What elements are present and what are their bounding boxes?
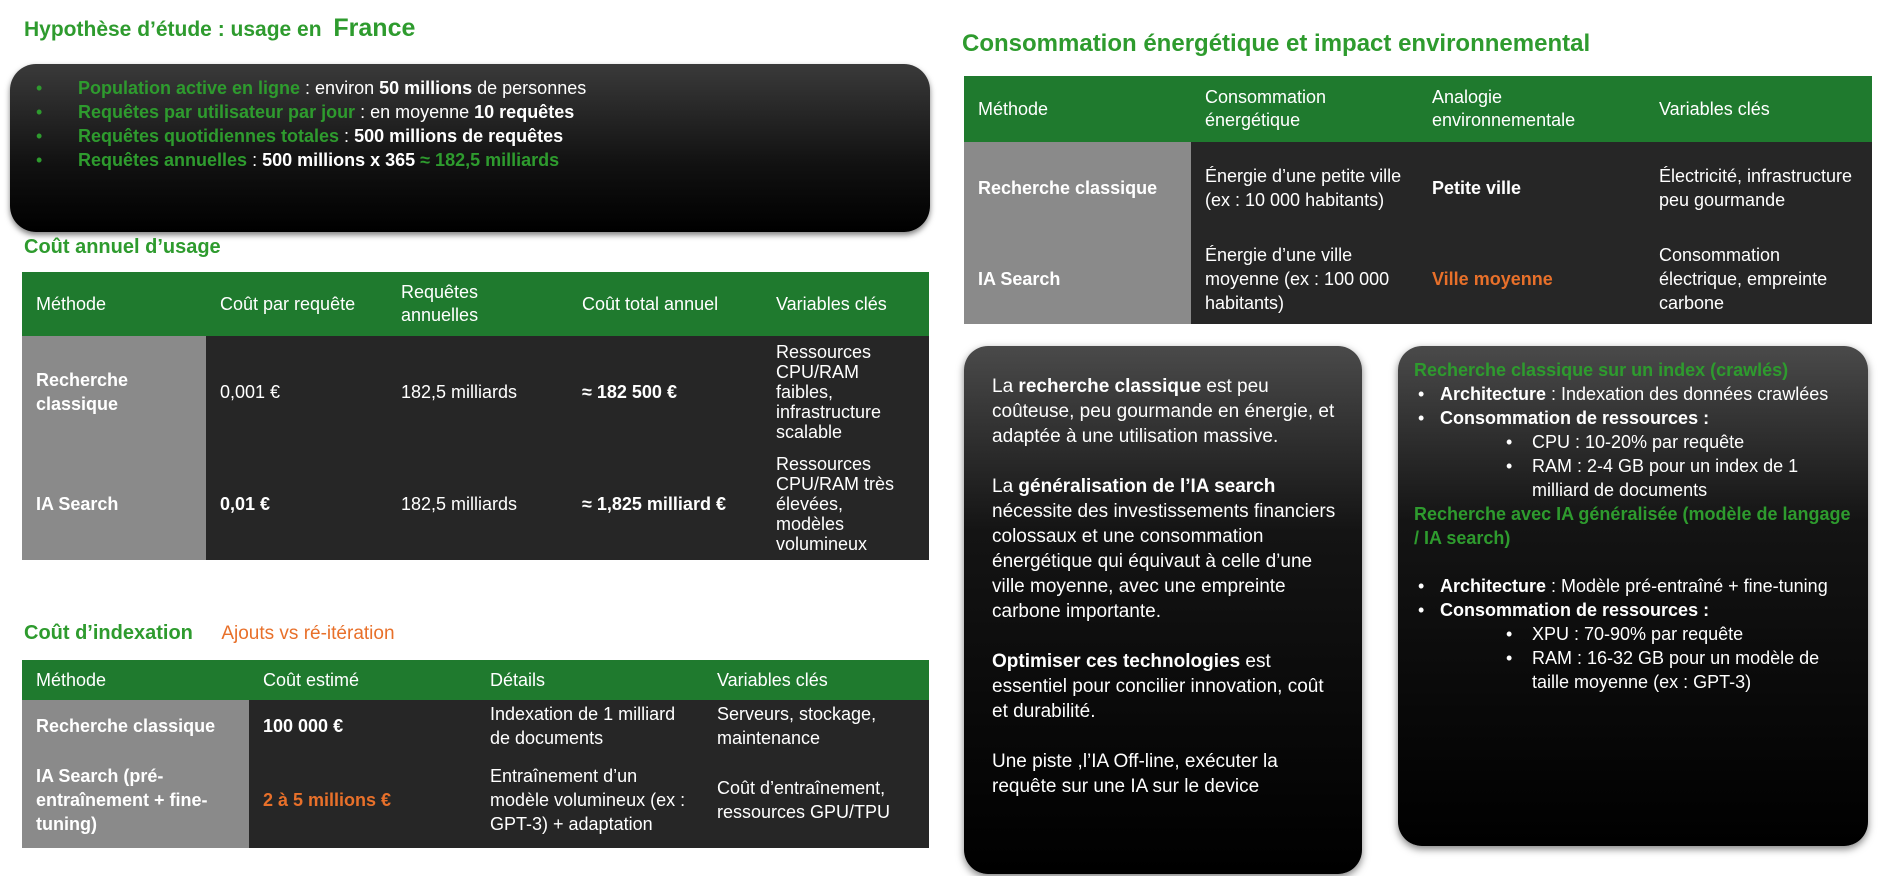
table-cell: Recherche classique xyxy=(22,700,249,752)
column-header: Coût total annuel xyxy=(568,272,762,336)
summary-box xyxy=(964,346,1362,874)
column-header: Analogie environnementale xyxy=(1418,76,1645,142)
classic-resources-title: Recherche classique sur un index (crawlés) xyxy=(1414,360,1789,380)
hypothesis-box xyxy=(10,64,930,232)
table-cell: Consommation électrique, empreinte carbone xyxy=(1645,234,1872,324)
column-header: Variables clés xyxy=(1645,76,1872,142)
table-row xyxy=(964,142,1872,234)
usage-cost-table xyxy=(22,272,929,560)
column-header: Requêtes annuelles xyxy=(387,272,568,336)
table-cell: IA Search xyxy=(22,448,206,560)
ai-architecture: • Architecture : Modèle pré-entraîné + fine-tuning xyxy=(1414,574,1854,598)
table-cell: 182,5 milliards xyxy=(387,448,568,560)
table-cell: Indexation de 1 milliard de documents xyxy=(476,700,703,752)
table-cell: Petite ville xyxy=(1418,142,1645,234)
hypothesis-item: • Requêtes quotidiennes totales : 500 millions de requêtes xyxy=(36,124,930,148)
column-header: Variables clés xyxy=(762,272,929,336)
table-cell: Énergie d’une ville moyenne (ex : 100 000 habitants) xyxy=(1191,234,1418,324)
table-cell: IA Search xyxy=(964,234,1191,324)
energy-table xyxy=(964,76,1872,324)
column-header: Variables clés xyxy=(703,660,929,700)
table-cell: Coût d’entraînement, ressources GPU/TPU xyxy=(703,752,929,848)
classic-architecture: • Architecture : Indexation des données crawlées xyxy=(1414,382,1854,406)
classic-ram: • RAM : 2-4 GB pour un index de 1 milliard de documents xyxy=(1414,454,1854,502)
table-cell: 0,01 € xyxy=(206,448,387,560)
column-header: Coût estimé xyxy=(249,660,476,700)
resources-box xyxy=(1398,346,1868,846)
table-row xyxy=(22,448,929,560)
column-header: Coût par requête xyxy=(206,272,387,336)
column-header: Méthode xyxy=(22,660,249,700)
table-cell: 100 000 € xyxy=(249,700,476,752)
table-cell: Recherche classique xyxy=(964,142,1191,234)
hypothesis-country: France xyxy=(333,14,416,42)
table-cell: IA Search (pré-entraînement + fine-tuning) xyxy=(22,752,249,848)
ai-resources-label: • Consommation de ressources : xyxy=(1414,598,1854,622)
table-cell: 2 à 5 millions € xyxy=(249,752,476,848)
summary-p3: Optimiser ces technologies est essentiel pour concilier innovation, coût et durabilité. xyxy=(992,651,1324,722)
table-cell: Ressources CPU/RAM faibles, infrastructure scalable xyxy=(762,336,929,448)
usage-cost-title: Coût annuel d’usage xyxy=(24,236,221,258)
index-cost-title: Coût d’indexation xyxy=(24,622,193,644)
table-row xyxy=(964,234,1872,324)
column-header: Détails xyxy=(476,660,703,700)
index-cost-heading xyxy=(24,622,395,645)
ai-ram: • RAM : 16-32 GB pour un modèle de taille moyenne (ex : GPT-3) xyxy=(1414,646,1854,694)
classic-cpu: • CPU : 10-20% par requête xyxy=(1414,430,1854,454)
column-header: Méthode xyxy=(22,272,206,336)
column-header: Méthode xyxy=(964,76,1191,142)
summary-p2: La généralisation de l’IA search nécessite des investissements financiers colossaux et une consommation énergétique qui équivaut à celle d’une ville moyenne, avec une empreinte carbone importante. xyxy=(992,476,1336,622)
table-cell: ≈ 182 500 € xyxy=(568,336,762,448)
table-cell: 0,001 € xyxy=(206,336,387,448)
column-header: Consommation énergétique xyxy=(1191,76,1418,142)
ai-xpu: • XPU : 70-90% par requête xyxy=(1414,622,1854,646)
hypothesis-item: • Population active en ligne : environ 50 millions de personnes xyxy=(36,76,930,100)
summary-p1: La recherche classique est peu coûteuse, peu gourmande en énergie, et adaptée à une utilisation massive. xyxy=(992,376,1335,447)
table-cell: Entraînement d’un modèle volumineux (ex : GPT-3) + adaptation xyxy=(476,752,703,848)
index-cost-table xyxy=(22,660,929,848)
summary-p4: Une piste ,l’IA Off-line, exécuter la requête sur une IA sur le device xyxy=(992,751,1278,797)
table-cell: Énergie d’une petite ville (ex : 10 000 habitants) xyxy=(1191,142,1418,234)
hypothesis-item: • Requêtes annuelles : 500 millions x 365 ≈ 182,5 milliards xyxy=(36,148,930,172)
table-cell: Ville moyenne xyxy=(1418,234,1645,324)
classic-resources-label: • Consommation de ressources : xyxy=(1414,406,1854,430)
hypothesis-item: • Requêtes par utilisateur par jour : en moyenne 10 requêtes xyxy=(36,100,930,124)
table-cell: ≈ 1,825 milliard € xyxy=(568,448,762,560)
index-cost-subtitle: Ajouts vs ré-itération xyxy=(221,623,395,644)
table-cell: Serveurs, stockage, maintenance xyxy=(703,700,929,752)
table-cell: 182,5 milliards xyxy=(387,336,568,448)
energy-title: Consommation énergétique et impact environnemental xyxy=(962,30,1591,57)
table-row xyxy=(22,336,929,448)
table-cell: Électricité, infrastructure peu gourmande xyxy=(1645,142,1872,234)
hypothesis-title: Hypothèse d’étude : usage en France xyxy=(24,14,416,42)
table-row xyxy=(22,752,929,848)
table-cell: Ressources CPU/RAM très élevées, modèles volumineux xyxy=(762,448,929,560)
ai-resources-title: Recherche avec IA généralisée (modèle de langage / IA search) xyxy=(1414,504,1851,548)
table-row xyxy=(22,700,929,752)
hypothesis-list xyxy=(10,64,930,172)
table-cell: Recherche classique xyxy=(22,336,206,448)
